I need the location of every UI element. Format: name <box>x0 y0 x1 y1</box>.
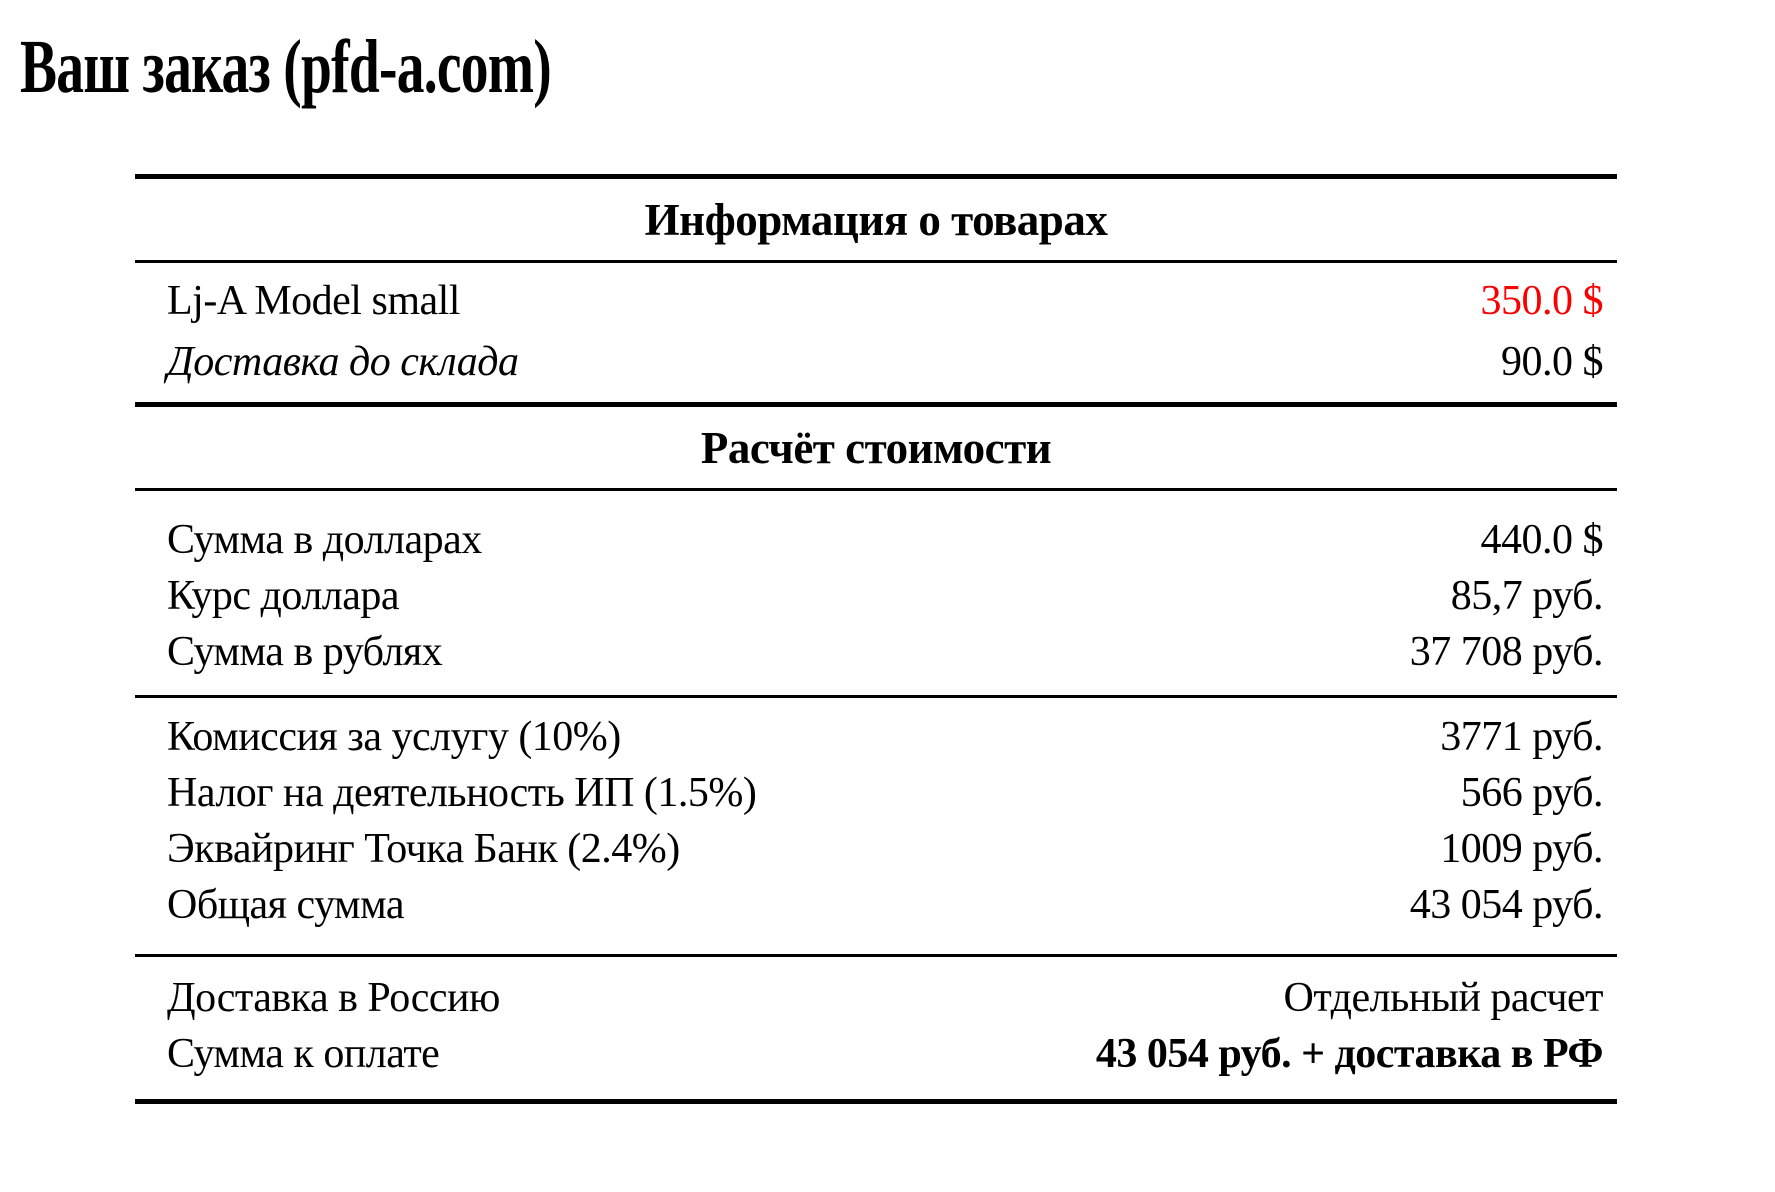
section-header: Информация о товарах <box>135 179 1617 263</box>
table-row <box>135 877 1617 933</box>
row-value: 350.0 $ <box>1480 278 1603 324</box>
row-value: 1009 руб. <box>1440 826 1603 872</box>
table-row <box>135 568 1617 624</box>
row-label: Эквайринг Точка Банк (2.4%) <box>167 826 680 872</box>
row-value: 37 708 руб. <box>1409 629 1603 675</box>
table-row <box>135 970 1617 1026</box>
table-row <box>135 624 1617 680</box>
row-group <box>135 698 1617 957</box>
table-section <box>135 174 1617 402</box>
row-label: Сумма в долларах <box>167 517 482 563</box>
row-value: 85,7 руб. <box>1450 573 1603 619</box>
table-row <box>135 765 1617 821</box>
section-header: Расчёт стоимости <box>135 407 1617 491</box>
row-label: Доставка в Россию <box>167 975 500 1021</box>
table-section <box>135 402 1617 1104</box>
row-group <box>135 957 1617 1099</box>
row-label: Сумма к оплате <box>167 1031 440 1077</box>
table-row <box>135 332 1617 393</box>
page-title: Ваш заказ (pfd-a.com) <box>20 25 551 109</box>
row-value: 90.0 $ <box>1501 339 1603 385</box>
row-group <box>135 491 1617 698</box>
table-row <box>135 512 1617 568</box>
row-value: 566 руб. <box>1460 770 1603 816</box>
row-label: Lj-A Model small <box>167 278 460 324</box>
row-label: Курс доллара <box>167 573 400 619</box>
row-value: Отдельный расчет <box>1283 975 1603 1021</box>
row-label: Комиссия за услугу (10%) <box>167 714 621 760</box>
row-label: Общая сумма <box>167 882 405 928</box>
order-table <box>135 174 1617 1104</box>
row-value: 43 054 руб. + доставка в РФ <box>1095 1031 1603 1077</box>
table-row <box>135 821 1617 877</box>
row-value: 3771 руб. <box>1440 714 1603 760</box>
row-value: 440.0 $ <box>1480 517 1603 563</box>
table-row <box>135 271 1617 332</box>
row-value: 43 054 руб. <box>1409 882 1603 928</box>
row-group <box>135 263 1617 402</box>
row-label: Доставка до склада <box>167 339 519 385</box>
table-row <box>135 1026 1617 1082</box>
table-row <box>135 709 1617 765</box>
row-label: Налог на деятельность ИП (1.5%) <box>167 770 757 816</box>
row-label: Сумма в рублях <box>167 629 443 675</box>
